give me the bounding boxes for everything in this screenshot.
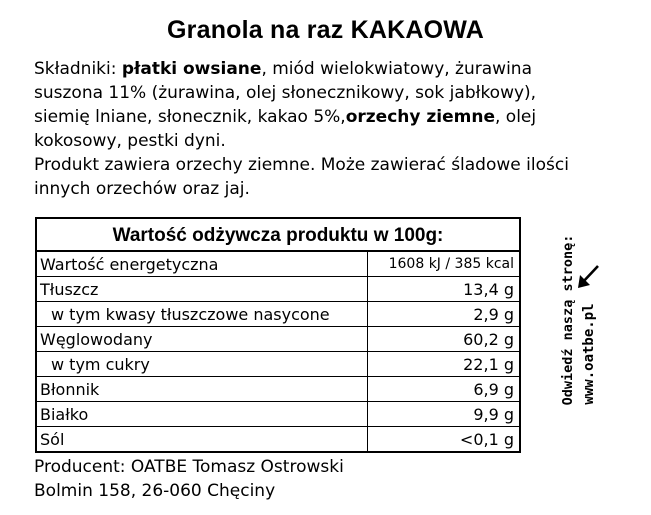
table-row bbox=[37, 252, 519, 277]
visit-website-text bbox=[558, 230, 578, 410]
table-row bbox=[37, 427, 519, 451]
nutrient-value: 6,9 g bbox=[367, 377, 519, 401]
nutrient-name: Wartość energetyczna bbox=[40, 255, 219, 274]
nutrient-value: 9,9 g bbox=[367, 402, 519, 426]
table-row bbox=[37, 402, 519, 427]
website-url[interactable] bbox=[578, 292, 600, 416]
nutrient-name: Węglowodany bbox=[40, 330, 153, 349]
nutrient-name: Błonnik bbox=[40, 380, 100, 399]
nutrient-value: 1608 kJ / 385 kcal bbox=[367, 252, 519, 276]
ingredients-text-1: , miód wielokwiatowy, żurawina suszona 11% (żurawina, olej słonecznikowy, sok jabłkowy), siemię lniane, słonecznik, kakao 5%, bbox=[34, 59, 537, 127]
nutrient-value: 60,2 g bbox=[367, 327, 519, 351]
nutrient-value: 13,4 g bbox=[367, 277, 519, 301]
ingredients-text-2: , olej kokosowy, pestki dyni. bbox=[34, 107, 537, 151]
table-row bbox=[37, 277, 519, 302]
nutrient-name: Tłuszcz bbox=[40, 280, 99, 299]
ingredients-list bbox=[34, 57, 594, 153]
table-row bbox=[37, 302, 519, 327]
nutrient-value: 22,1 g bbox=[367, 352, 519, 376]
nutrient-name: Białko bbox=[40, 405, 89, 424]
nutrient-value: <0,1 g bbox=[367, 427, 519, 451]
ingredient-oats: płatki owsiane bbox=[121, 59, 262, 79]
allergen-note: Produkt zawiera orzechy ziemne. Może zawierać śladowe ilości innych orzechów oraz jaj. bbox=[34, 155, 569, 199]
nutrient-value: 2,9 g bbox=[367, 302, 519, 326]
table-row bbox=[37, 327, 519, 352]
ingredients-label: Składniki: bbox=[34, 59, 117, 79]
nutrient-name: Sól bbox=[40, 430, 65, 449]
product-title: Granola na raz KAKAOWA bbox=[167, 16, 484, 44]
table-row bbox=[37, 352, 519, 377]
producer-name: Producent: OATBE Tomasz Ostrowski bbox=[34, 457, 344, 477]
nutrition-table bbox=[35, 217, 521, 453]
nutrition-table-header: Wartość odżywcza produktu w 100g: bbox=[37, 219, 519, 252]
nutrient-name: w tym kwasy tłuszczowe nasycone bbox=[51, 305, 330, 324]
table-row bbox=[37, 377, 519, 402]
visit-label: Odwiedź naszą stronę: bbox=[560, 234, 576, 406]
ingredient-peanuts: orzechy ziemne bbox=[345, 107, 495, 127]
producer-address: Bolmin 158, 26-060 Chęciny bbox=[34, 481, 276, 501]
arrow-icon bbox=[576, 262, 602, 290]
nutrient-name: w tym cukry bbox=[51, 355, 150, 374]
producer-info bbox=[34, 455, 344, 503]
website-url-text[interactable]: www.oatbe.pl bbox=[581, 303, 597, 405]
ingredients-block bbox=[34, 57, 594, 201]
